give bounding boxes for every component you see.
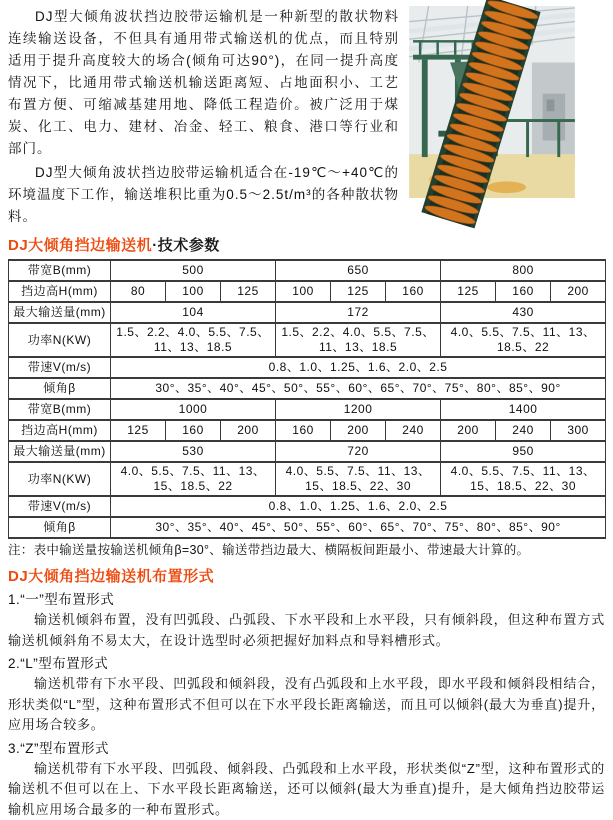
table-row xyxy=(9,517,606,538)
value-cell: 0.8、1.0、1.25、1.6、2.0、2.5 xyxy=(111,496,606,517)
row-header-cell: 带速V(m/s) xyxy=(9,496,111,517)
value-cell: 720 xyxy=(276,441,441,462)
spec-heading-orange: DJ大倾角挡边输送机 xyxy=(8,237,152,254)
value-cell: 104 xyxy=(111,302,276,323)
value-cell: 800 xyxy=(441,260,606,281)
value-cell: 200 xyxy=(551,281,606,302)
row-header-cell: 功率N(KW) xyxy=(9,462,111,496)
value-cell: 200 xyxy=(221,420,276,441)
layout-form-item-2 xyxy=(8,654,605,736)
table-note: 注：表中输送量按输送机倾角β=30°、输送带挡边最大、横隔板间距最小、带速最大计算的。 xyxy=(8,542,605,559)
value-cell: 100 xyxy=(276,281,331,302)
value-cell: 160 xyxy=(276,420,331,441)
value-cell: 160 xyxy=(496,281,551,302)
intro-section xyxy=(8,6,605,228)
value-cell: 1200 xyxy=(276,399,441,420)
table-row xyxy=(9,496,606,517)
intro-paragraph-2: DJ型大倾角波状挡边胶带运输机适合在-19℃～+40℃的环境温度下工作，输送堆积比重为0.5～2.5t/m³的各种散状物料。 xyxy=(8,162,605,228)
row-header-cell: 挡边高H(mm) xyxy=(9,281,111,302)
value-cell: 4.0、5.5、7.5、11、13、15、18.5、22、30 xyxy=(276,462,441,496)
table-row xyxy=(9,302,606,323)
value-cell: 30°、35°、40°、45°、50°、55°、60°、65°、70°、75°、80°、85°、90° xyxy=(111,378,606,399)
value-cell: 160 xyxy=(166,420,221,441)
layout-form-body: 输送机带有下水平段、凹弧段、倾斜段、凸弧段和上水平段，形状类似“Z”型，这种布置形式的输送机不但可以在上、下水平段长距离输送，还可以倾斜(最大为垂直)提升，是大倾角挡边胶带运输机应用场合最多的一种布置形式。 xyxy=(8,759,605,820)
value-cell: 4.0、5.5、7.5、11、13、15、18.5、22、30 xyxy=(441,462,606,496)
value-cell: 430 xyxy=(441,302,606,323)
layout-form-body: 输送机带有下水平段、凹弧段和倾斜段，没有凸弧段和上水平段，即水平段和倾斜段相结合，形状类似“L”型，这种布置形式不但可以在下水平段长距离输送，而且可以倾斜(最大为垂直)提升，应用场合较多。 xyxy=(8,674,605,736)
layout-form-item-1 xyxy=(8,590,605,651)
value-cell: 1.5、2.2、4.0、5.5、7.5、11、13、18.5 xyxy=(111,323,276,357)
row-header-cell: 倾角β xyxy=(9,517,111,538)
value-cell: 650 xyxy=(276,260,441,281)
layout-section-heading: DJ大倾角挡边输送机布置形式 xyxy=(8,565,605,586)
table-row xyxy=(9,399,606,420)
row-header-cell: 最大输送量(mm) xyxy=(9,302,111,323)
value-cell: 125 xyxy=(221,281,276,302)
layout-form-title: 2.“L”型布置形式 xyxy=(8,654,605,673)
layout-form-title: 3.“Z”型布置形式 xyxy=(8,739,605,758)
row-header-cell: 功率N(KW) xyxy=(9,323,111,357)
spec-table-body xyxy=(9,260,606,538)
value-cell: 4.0、5.5、7.5、11、13、18.5、22 xyxy=(441,323,606,357)
value-cell: 125 xyxy=(331,281,386,302)
value-cell: 1400 xyxy=(441,399,606,420)
value-cell: 125 xyxy=(111,420,166,441)
table-row xyxy=(9,378,606,399)
value-cell: 950 xyxy=(441,441,606,462)
row-header-cell: 带宽B(mm) xyxy=(9,399,111,420)
value-cell: 172 xyxy=(276,302,441,323)
value-cell: 125 xyxy=(441,281,496,302)
table-row xyxy=(9,323,606,357)
conveyor-photo xyxy=(407,6,577,198)
row-header-cell: 带速V(m/s) xyxy=(9,357,111,378)
value-cell: 80 xyxy=(111,281,166,302)
spec-heading-black: 技术参数 xyxy=(158,237,220,254)
table-row xyxy=(9,462,606,496)
value-cell: 240 xyxy=(496,420,551,441)
value-cell: 530 xyxy=(111,441,276,462)
value-cell: 100 xyxy=(166,281,221,302)
layout-form-body: 输送机倾斜布置，没有凹弧段、凸弧段、下水平段和上水平段，只有倾斜段，但这种布置方式输送机倾斜角不易太大，在设计选型时必须把握好加料点和导料槽形式。 xyxy=(8,610,605,651)
value-cell: 160 xyxy=(386,281,441,302)
table-row xyxy=(9,420,606,441)
spec-table xyxy=(8,259,606,539)
value-cell: 30°、35°、40°、45°、50°、55°、60°、65°、70°、75°、80°、85°、90° xyxy=(111,517,606,538)
intro-paragraph-1: DJ型大倾角波状挡边胶带运输机是一种新型的散状物料连续输送设备，不但具有通用带式输送机的优点，而且特别适用于提升高度较大的场合(倾角可达90°)，在同一提升高度情况下，比通用带式输送机输送距离短、占地面积小、工艺布置方便、可缩减基建用地、降低工程造价。被广泛用于煤炭、化工、电力、建材、冶金、轻工、粮食、港口等行业和部门。 xyxy=(8,6,605,160)
value-cell: 200 xyxy=(331,420,386,441)
table-row xyxy=(9,441,606,462)
row-header-cell: 倾角β xyxy=(9,378,111,399)
value-cell: 1.5、2.2、4.0、5.5、7.5、11、13、18.5 xyxy=(276,323,441,357)
layout-form-title: 1.“一”型布置形式 xyxy=(8,590,605,609)
value-cell: 240 xyxy=(386,420,441,441)
spec-heading-separator: · xyxy=(152,237,158,254)
table-row xyxy=(9,260,606,281)
row-header-cell: 挡边高H(mm) xyxy=(9,420,111,441)
row-header-cell: 最大输送量(mm) xyxy=(9,441,111,462)
value-cell: 300 xyxy=(551,420,606,441)
table-row xyxy=(9,281,606,302)
value-cell: 500 xyxy=(111,260,276,281)
conveyor-photo-illustration xyxy=(407,6,577,198)
value-cell: 1000 xyxy=(111,399,276,420)
value-cell: 200 xyxy=(441,420,496,441)
row-header-cell: 带宽B(mm) xyxy=(9,260,111,281)
layout-form-item-3 xyxy=(8,739,605,820)
spec-section-heading xyxy=(8,234,605,255)
value-cell: 4.0、5.5、7.5、11、13、15、18.5、22 xyxy=(111,462,276,496)
value-cell: 0.8、1.0、1.25、1.6、2.0、2.5 xyxy=(111,357,606,378)
table-row xyxy=(9,357,606,378)
